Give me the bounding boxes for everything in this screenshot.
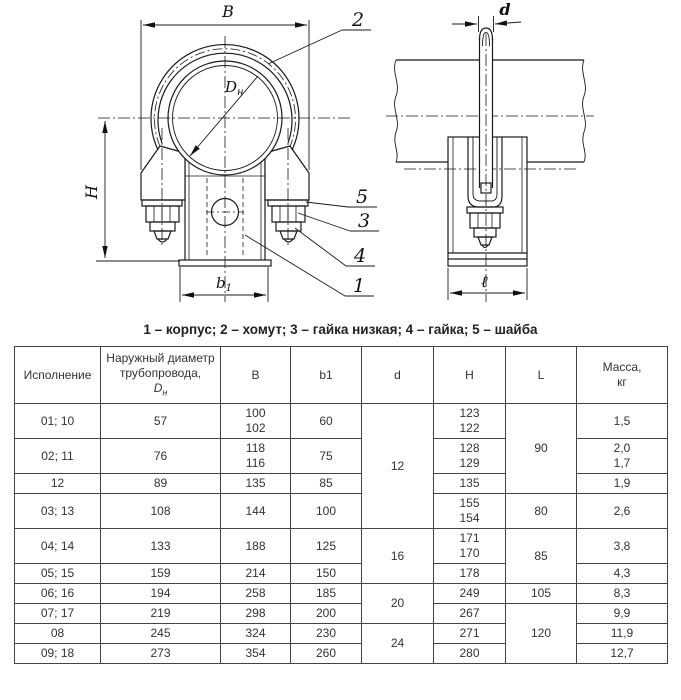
callout-1: 1: [353, 275, 366, 297]
table-row: 02; 11 76 118 116 75 128 129 2,0 1,7: [15, 439, 668, 474]
drawing-caption: 1 – корпус; 2 – хомут; 3 – гайка низкая; 4 – гайка; 5 – шайба: [143, 322, 538, 337]
col-header-b: B: [221, 347, 291, 404]
front-view-drawing: [82, 2, 379, 302]
dimension-d: [452, 16, 521, 32]
technical-drawing: [0, 0, 681, 318]
dim-dn-label: $D_н$: [225, 78, 244, 98]
col-header-h: H: [434, 347, 506, 404]
table-row: 09; 18 273 354 260 280 12,7: [15, 644, 668, 664]
callout-3: 3: [358, 210, 371, 232]
table-row: 06; 16 194 258 185 20 249 105 8,3: [15, 584, 668, 604]
col-header-massa: Масса, кг: [577, 347, 668, 404]
col-header-l: L: [506, 347, 577, 404]
dim-d-label: d: [499, 0, 511, 19]
table-row: 12 89 135 85 135 1,9: [15, 474, 668, 494]
col-header-b1: b1: [291, 347, 362, 404]
callout-2: 2: [352, 9, 365, 31]
header-row: [15, 347, 668, 404]
side-view-drawing: [386, 0, 594, 302]
col-header-d: d: [362, 347, 434, 404]
dim-b1-label: $b_1$: [216, 274, 232, 294]
table-row: 04; 14 133 188 125 16 171 170 85 3,8: [15, 529, 668, 564]
table-row: 08 245 324 230 24 271 11,9: [15, 624, 668, 644]
left-ear: [141, 146, 185, 200]
dim-b-label: B: [222, 2, 234, 21]
right-ear: [265, 146, 309, 200]
table-row: 01; 10 57 100 102 60 12 123 122 90 1,5: [15, 404, 668, 439]
col-header-ispolnenie: Исполнение: [15, 347, 101, 404]
callout-5: 5: [356, 186, 369, 208]
spec-table: [14, 346, 668, 664]
col-header-dn: Наружный диаметр трубопровода, $D_н$: [101, 347, 221, 404]
table-row: 05; 15 159 214 150 178 4,3: [15, 564, 668, 584]
dim-h-label: H: [82, 185, 101, 199]
table-row: 07; 17 219 298 200 267 120 9,9: [15, 604, 668, 624]
callout-4: 4: [354, 245, 367, 267]
table-row: 03; 13 108 144 100 155 154 80 2,6: [15, 494, 668, 529]
dim-l-label: ℓ: [481, 272, 488, 291]
